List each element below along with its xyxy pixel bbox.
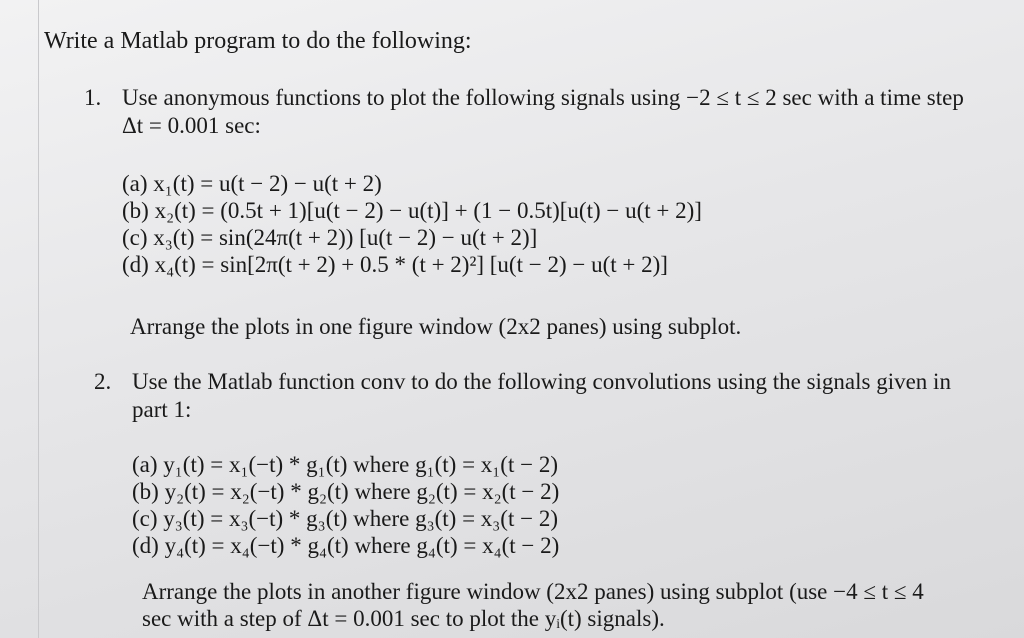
question-1 <box>84 84 964 140</box>
question-1-text: Use anonymous functions to plot the following signals using −2 ≤ t ≤ 2 sec with a time step Δt = 0.001 sec: <box>122 85 964 138</box>
question-1-note: Arrange the plots in one figure window (2x2 panes) using subplot. <box>130 314 742 339</box>
signal-item: (a) x₁(t) = u(t − 2) − u(t + 2) <box>122 171 382 196</box>
signal-item: (b) x₂(t) = (0.5t + 1)[u(t − 2) − u(t)] + (1 − 0.5t)[u(t) − u(t + 2)] <box>122 198 702 223</box>
question-2-note: Arrange the plots in another figure window (2x2 panes) using subplot (use −4 ≤ t ≤ 4 sec with a step of Δt = 0.001 sec to plot the yᵢ(t) signals). <box>142 579 924 631</box>
convolution-item: (b) y₂(t) = x₂(−t) * g₂(t) where g₂(t) = x₂(t − 2) <box>132 479 560 504</box>
page-border <box>0 0 39 638</box>
question-2-number: 2. <box>94 369 112 394</box>
question-1-number: 1. <box>84 85 102 110</box>
question-2-convolution-list <box>132 451 559 559</box>
question-2 <box>94 368 954 424</box>
question-1-signal-list <box>122 170 702 278</box>
signal-item: (c) x₃(t) = sin(24π(t + 2)) [u(t − 2) − u(t + 2)] <box>122 225 538 250</box>
convolution-item: (a) y₁(t) = x₁(−t) * g₁(t) where g₁(t) = x₁(t − 2) <box>132 452 558 477</box>
page-title: Write a Matlab program to do the following: <box>44 28 472 54</box>
convolution-item: (d) y₄(t) = x₄(−t) * g₄(t) where g₄(t) = x₄(t − 2) <box>132 533 560 558</box>
convolution-item: (c) y₃(t) = x₃(−t) * g₃(t) where g₃(t) = x₃(t − 2) <box>132 506 558 531</box>
signal-item: (d) x₄(t) = sin[2π(t + 2) + 0.5 * (t + 2)²] [u(t − 2) − u(t + 2)] <box>122 252 668 277</box>
question-2-text: Use the Matlab function conv to do the following convolutions using the signals given in part 1: <box>132 369 951 422</box>
